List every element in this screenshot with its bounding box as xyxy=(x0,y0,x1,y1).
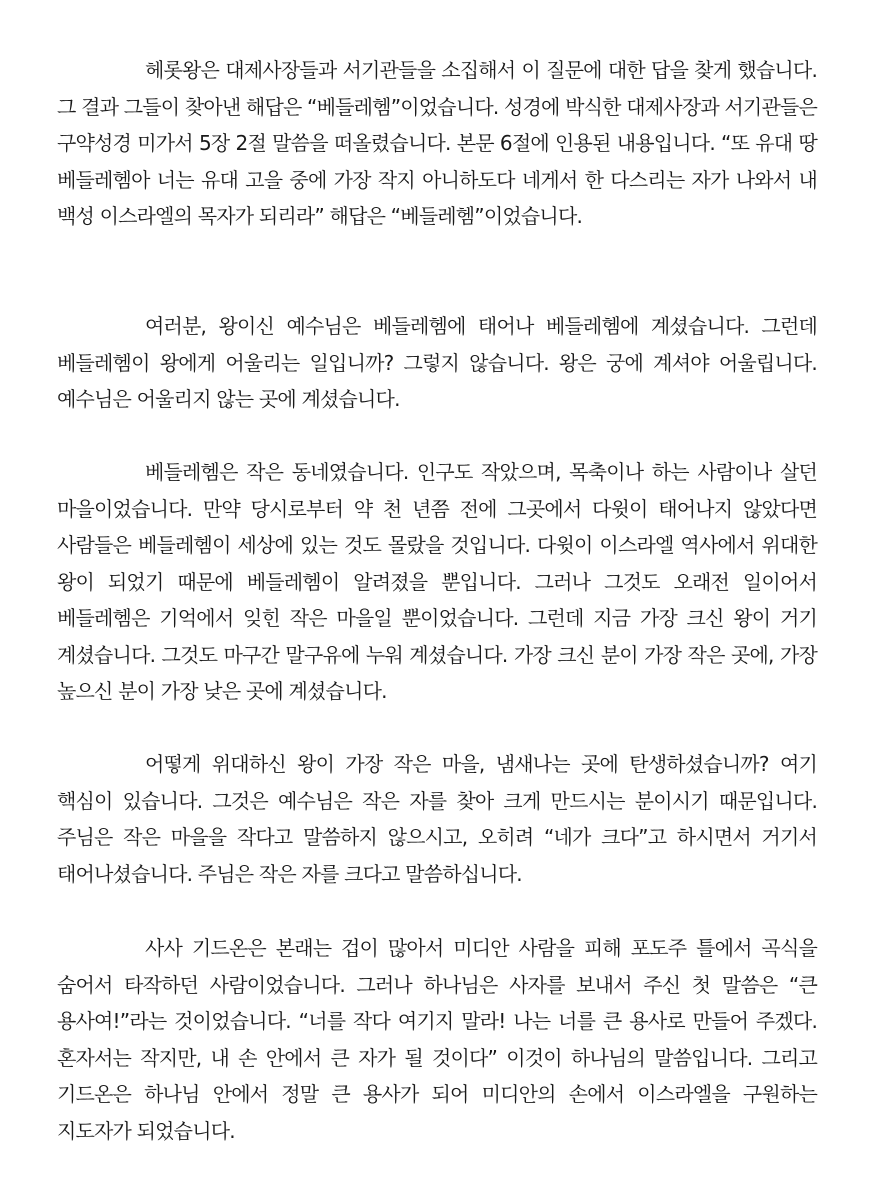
paragraph-3: 베들레헴은 작은 동네였습니다. 인구도 작았으며, 목축이나 하는 사람이나 살던 마을이었습니다. 만약 당시로부터 약 천 년쯤 전에 그곳에서 다윗이 태어나지 않았다면 사람들은 베들레헴이 세상에 있는 것도 몰랐을 것입니다. 다윗이 이스라엘 역사에서 위대한 왕이 되었기 때문에 베들레헴이 알려졌을 뿐입니다. 그러나 그것도 오래전 일이어서 베들레헴은 기억에서 잊힌 작은 마을일 뿐이었습니다. 그런데 지금 가장 크신 왕이 거기 계셨습니다. 그것도 마구간 말구유에 누워 계셨습니다. 가장 크신 분이 가장 작은 곳에, 가장 높으신 분이 가장 낮은 곳에 계셨습니다. xyxy=(57,460,817,703)
paragraph-4: 어떻게 위대하신 왕이 가장 작은 마을, 냄새나는 곳에 탄생하셨습니까? 여기 핵심이 있습니다. 그것은 예수님은 작은 자를 찾아 크게 만드시는 분이시기 때문입니다. 주님은 작은 마을을 작다고 말씀하지 않으시고, 오히려 “네가 크다”고 하시면서 거기서 태어나셨습니다. 주님은 작은 자를 크다고 말씀하십니다. xyxy=(57,752,817,886)
paragraph-2: 여러분, 왕이신 예수님은 베들레헴에 태어나 베들레헴에 계셨습니다. 그런데 베들레헴이 왕에게 어울리는 일입니까? 그렇지 않습니다. 왕은 궁에 계셔야 어울립니다. 예수님은 어울리지 않는 곳에 계셨습니다. xyxy=(57,314,817,411)
paragraph-5: 사사 기드온은 본래는 겁이 많아서 미디안 사람을 피해 포도주 틀에서 곡식을 숨어서 타작하던 사람이었습니다. 그러나 하나님은 사자를 보내서 주신 첫 말씀은 “큰 용사여!”라는 것이었습니다. “너를 작다 여기지 말라! 나는 너를 큰 용사로 만들어 주겠다. 혼자서는 작지만, 내 손 안에서 큰 자가 될 것이다” 이것이 하나님의 말씀입니다. 그리고 기드온은 하나님 안에서 정말 큰 용사가 되어 미디안의 손에서 이스라엘을 구원하는 지도자가 되었습니다. xyxy=(57,936,817,1143)
paragraph-1: 헤롯왕은 대제사장들과 서기관들을 소집해서 이 질문에 대한 답을 찾게 했습니다. 그 결과 그들이 찾아낸 해답은 “베들레헴”이었습니다. 성경에 박식한 대제사장과 서기관들은 구약성경 미가서 5장 2절 말씀을 떠올렸습니다. 본문 6절에 인용된 내용입니다. “또 유대 땅 베들레헴아 너는 유대 고을 중에 가장 작지 아니하도다 네게서 한 다스리는 자가 나와서 내 백성 이스라엘의 목자가 되리라” 해답은 “베들레헴”이었습니다. xyxy=(57,58,817,228)
